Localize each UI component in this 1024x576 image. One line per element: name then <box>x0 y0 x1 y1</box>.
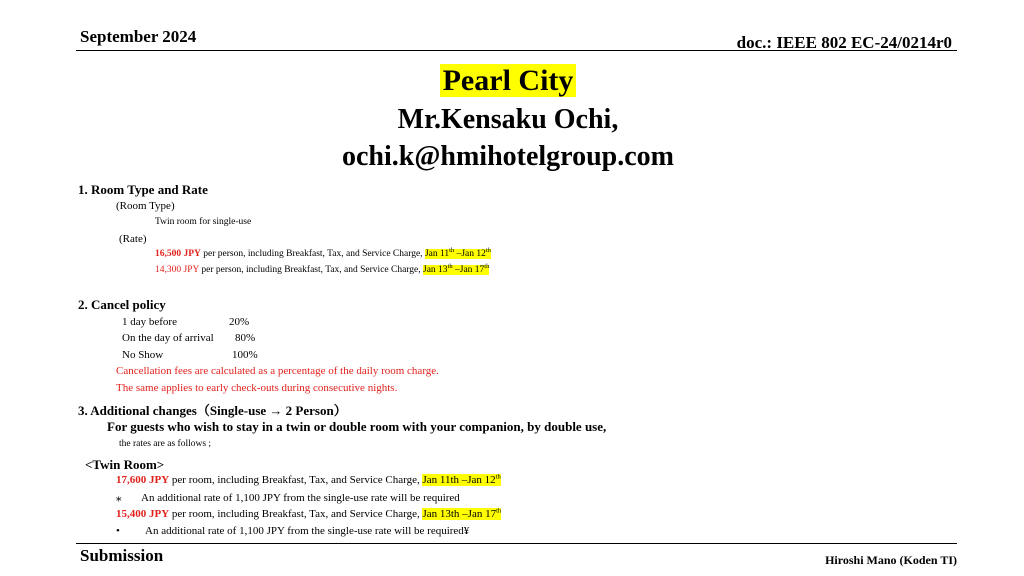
cancel-note-2: The same applies to early check-outs during consecutive nights. <box>116 382 398 394</box>
rate-1-desc: per person, including Breakfast, Tax, and Service Charge, <box>200 249 425 259</box>
cancel-row-label: On the day of arrival <box>122 332 214 344</box>
twin-rate-1-price: 17,600 JPY <box>116 474 170 486</box>
twin-rate-line-1 <box>116 474 501 486</box>
header-doc-id: doc.: IEEE 802 EC-24/0214r0 <box>736 33 952 52</box>
hotel-name: Pearl City <box>440 64 577 97</box>
rate-line-1 <box>155 246 491 259</box>
twin-rate-2-price: 15,400 JPY <box>116 508 170 520</box>
header-date: September 2024 <box>80 27 197 46</box>
twin-rate-1-dates: Jan 11th –Jan 12th <box>422 473 501 486</box>
footer-author: Hiroshi Mano (Koden TI) <box>825 553 957 567</box>
room-type-label: (Room Type) <box>116 200 175 212</box>
rate-2-dates: Jan 13th –Jan 17th <box>423 262 490 275</box>
room-section-heading: 1. Room Type and Rate <box>78 182 208 197</box>
additional-section-heading: 3. Additional changes（Single-use → 2 Person） <box>78 403 347 418</box>
footer-submission: Submission <box>80 546 164 565</box>
cancel-note-1: Cancellation fees are calculated as a percentage of the daily room charge. <box>116 365 439 377</box>
cancel-row-value: 80% <box>235 332 256 344</box>
cancel-row-value: 20% <box>229 316 250 328</box>
twin-rate-2-desc: per room, including Breakfast, Tax, and Service Charge, <box>169 508 423 520</box>
room-type-value: Twin room for single-use <box>155 217 252 227</box>
rate-label: (Rate) <box>119 233 147 245</box>
cancel-row-label: 1 day before <box>122 316 177 328</box>
twin-bullet-2 <box>116 525 469 537</box>
contact-name: Mr.Kensaku Ochi, <box>397 104 619 135</box>
twin-bullet-1-text: An additional rate of 1,100 JPY from the single-use rate will be required <box>141 492 460 504</box>
additional-intro: For guests who wish to stay in a twin or double room with your companion, by double use, <box>107 419 607 434</box>
bullet-marker: ⁎ <box>116 492 122 504</box>
header-rule <box>76 50 957 51</box>
hotel-title <box>0 64 1016 98</box>
cancel-row-value: 100% <box>232 349 258 361</box>
rate-1-dates: Jan 11th –Jan 12th <box>424 246 491 259</box>
rate-1-price: 16,500 JPY <box>155 249 201 259</box>
twin-bullet-2-text: An additional rate of 1,100 JPY from the single-use rate will be required¥ <box>145 525 470 537</box>
bullet-marker: • <box>116 525 120 537</box>
additional-rates-intro: the rates are as follows ; <box>119 439 212 449</box>
footer-rule <box>76 543 957 544</box>
twin-rate-line-2 <box>116 508 501 520</box>
rate-2-price: 14,300 JPY <box>155 265 199 275</box>
rate-2-desc: per person, including Breakfast, Tax, and Service Charge, <box>199 265 424 275</box>
contact-email: ochi.k@hmihotelgroup.com <box>342 141 674 172</box>
cancel-section-heading: 2. Cancel policy <box>78 297 166 312</box>
twin-rate-2-dates: Jan 13th –Jan 17th <box>422 507 502 520</box>
rate-line-2 <box>155 262 490 275</box>
cancel-row-label: No Show <box>122 349 164 361</box>
twin-rate-1-desc: per room, including Breakfast, Tax, and Service Charge, <box>169 474 423 486</box>
twin-bullet-1 <box>116 491 460 504</box>
twin-room-heading: <Twin Room> <box>85 457 165 472</box>
